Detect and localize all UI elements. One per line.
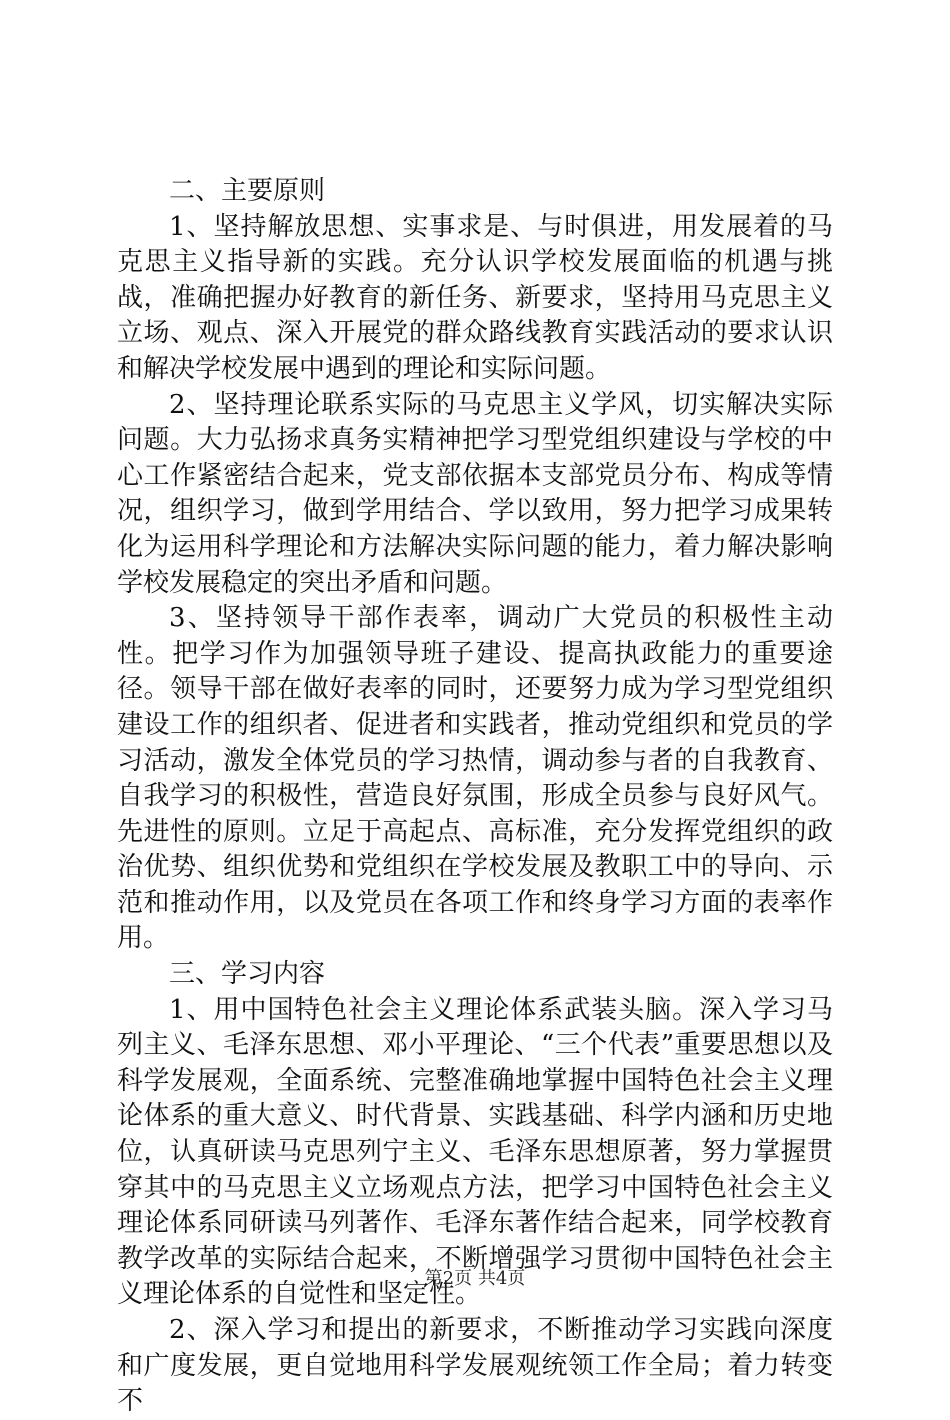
section-heading-content: 三、学习内容 — [169, 959, 326, 990]
paragraph: 1、用中国特色社会主义理论体系武装头脑。深入学习马列主义、毛泽东思想、邓小平理论、“三个代表”重要思想以及科学发展观，全面系统、完整准确地掌握中国特色社会主义理论体系的重大意义、时代背景、实践基础、科学内涵和历史地位，认真研读马克思列宁主义、毛泽东思想原著，努力掌握贯穿其中的马克思主义立场观点方法，把学习中国特色社会主义理论体系同研读马列著作、毛泽东著作结合起来，同学校教育教学改革的实际结合起来，不断增强学习贯彻中国特色社会主义理论体系的自觉性和坚定性。 — [117, 994, 833, 1310]
paragraph: 2、坚持理论联系实际的马克思主义学风，切实解决实际问题。大力弘扬求真务实精神把学习型党组织建设与学校的中心工作紧密结合起来，党支部依据本支部党员分布、构成等情况，组织学习，做到学用结合、学以致用，努力把学习成果转化为运用科学理论和方法解决实际问题的能力，着力解决影响学校发展稳定的突出矛盾和问题。 — [117, 389, 833, 598]
paragraph: 2、深入学习和提出的新要求，不断推动学习实践向深度和广度发展，更自觉地用科学发展观统领工作全局；着力转变不 — [117, 1315, 833, 1417]
section-heading-principles: 二、主要原则 — [169, 176, 326, 206]
document-body — [117, 174, 833, 1420]
paragraph: 3、坚持领导干部作表率，调动广大党员的积极性主动性。把学习作为加强领导班子建设、提高执政能力的重要途径。领导干部在做好表率的同时，还要努力成为学习型党组织建设工作的组织者、促进者和实践者，推动党组织和党员的学习活动，激发全体党员的学习热情，调动参与者的自我教育、自我学习的积极性，营造良好氛围，形成全员参与良好风气。先进性的原则。立足于高起点、高标准，充分发挥党组织的政治优势、组织优势和党组织在学校发展及教职工中的导向、示范和推动作用，以及党员在各项工作和终身学习方面的表率作用。 — [117, 603, 833, 954]
paragraph: 1、坚持解放思想、实事求是、与时俱进，用发展着的马克思主义指导新的实践。充分认识学校发展面临的机遇与挑战，准确把握办好教育的新任务、新要求，坚持用马克思主义立场、观点、深入开展党的群众路线教育实践活动的要求认识和解决学校发展中遇到的理论和实际问题。 — [117, 211, 833, 384]
page-number-footer: 第2页 共4页 — [424, 1268, 526, 1289]
